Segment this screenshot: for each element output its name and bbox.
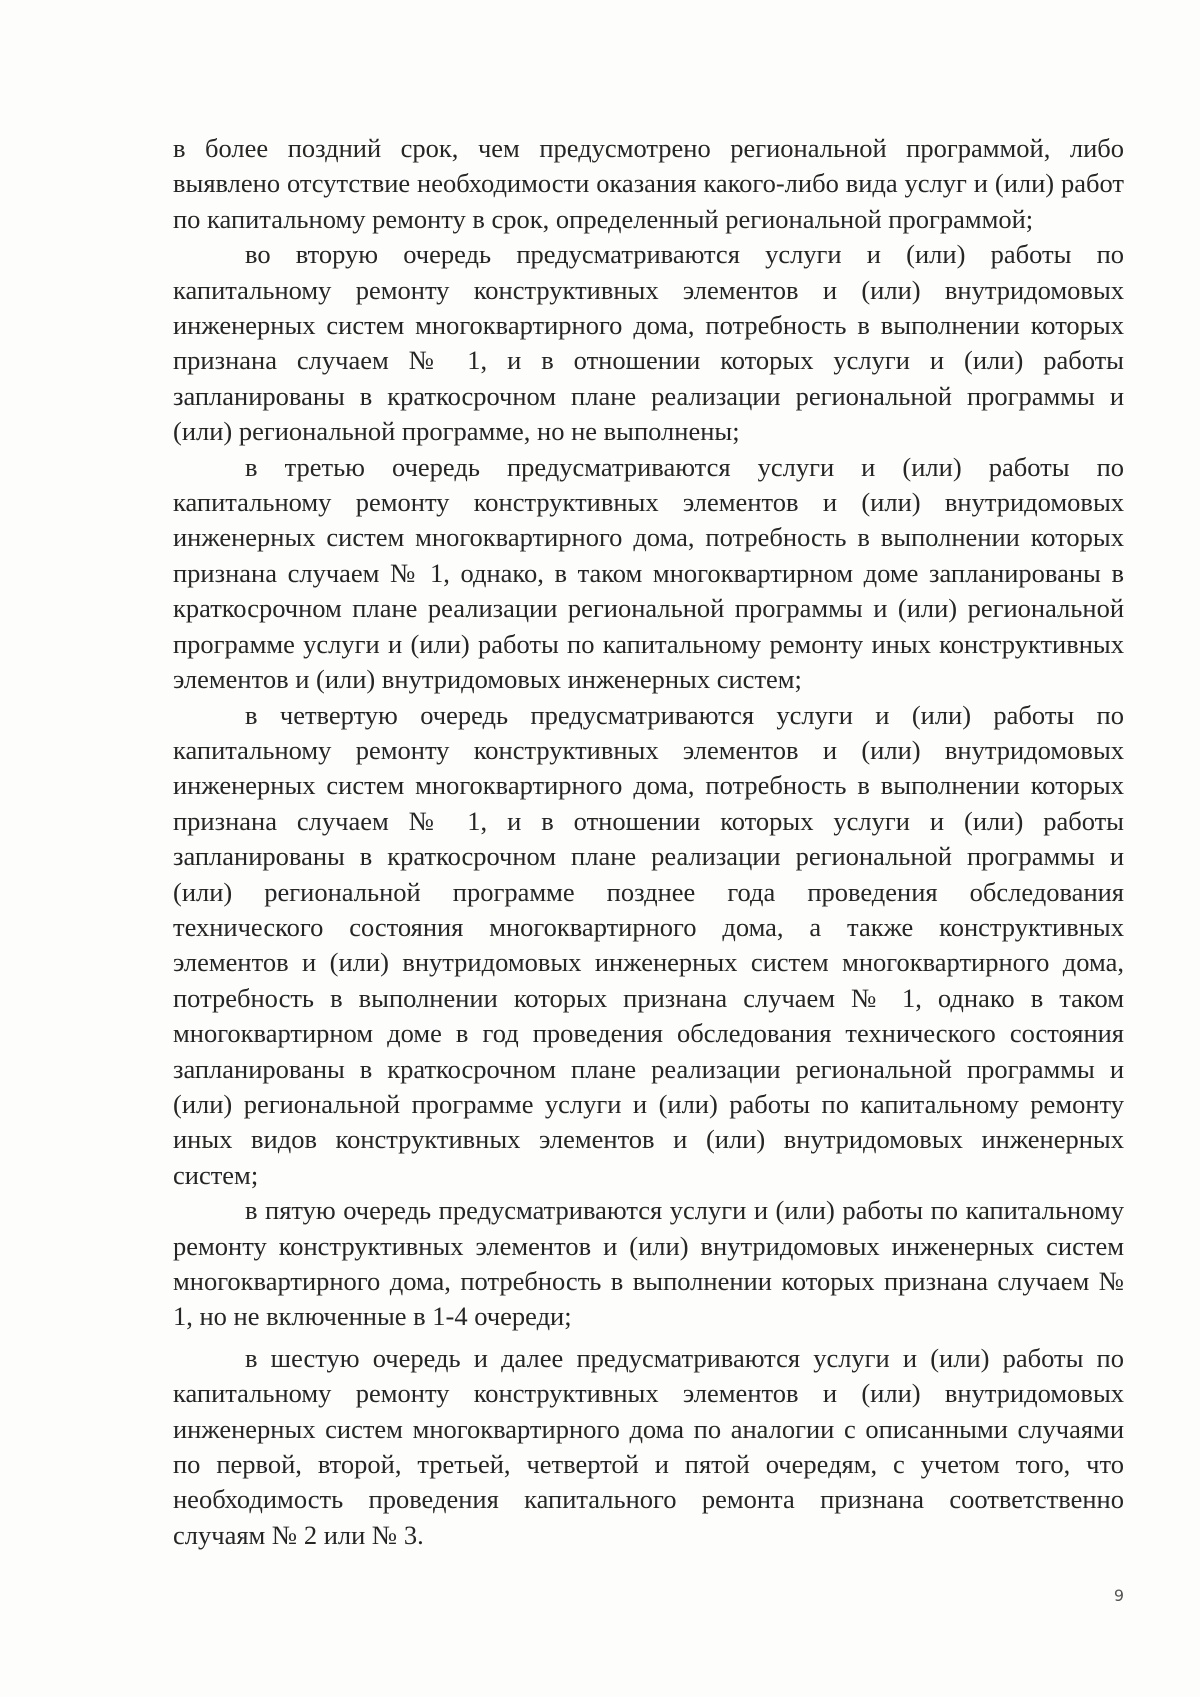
paragraph-sixth-order: в шестую очередь и далее предусматриваются услуги и (или) работы по капитальному ремонту конструктивных элементов и (или) внутридомовых инженерных систем многоквартирного дома по аналогии с описанными случаями по первой, второй, третьей, четвертой и пятой очередям, с учетом того, что необходимость проведения капитального ремонта признана соответственно случаям № 2 или № 3. xyxy=(173,1342,1124,1550)
paragraph-second-order: во вторую очередь предусматриваются услуги и (или) работы по капитальному ремонту конструктивных элементов и (или) внутридомовых инженерных систем многоквартирного дома, потребность в выполнении которых признана случаем № 1, и в отношении которых услуги и (или) работы запланированы в краткосрочном плане реализации региональной программы и (или) региональной программе, но не выполнены; xyxy=(173,239,1124,447)
paragraph-fifth-order: в пятую очередь предусматриваются услуги и (или) работы по капитальному ремонту конструктивных элементов и (или) внутридомовых инженерных систем многоквартирного дома, потребность в выполнении которых признана случаем № 1, но не включенные в 1-4 очереди; xyxy=(173,1195,1124,1332)
page-number: 9 xyxy=(1113,1586,1124,1605)
paragraph-continuation: в более поздний срок, чем предусмотрено региональной программой, либо выявлено отсутствие необходимости оказания какого-либо вида услуг и (или) работ по капитальному ремонту в срок, определенный региональной программой; xyxy=(173,133,1124,234)
paragraph-third-order: в третью очередь предусматриваются услуги и (или) работы по капитальному ремонту конструктивных элементов и (или) внутридомовых инженерных систем многоквартирного дома, потребность в выполнении которых признана случаем № 1, однако, в таком многоквартирном доме запланированы в краткосрочном плане реализации региональной программы и (или) региональной программе услуги и (или) работы по капитальному ремонту иных конструктивных элементов и (или) внутридомовых инженерных систем; xyxy=(173,451,1124,695)
paragraph-fourth-order: в четвертую очередь предусматриваются услуги и (или) работы по капитальному ремонту конструктивных элементов и (или) внутридомовых инженерных систем многоквартирного дома, потребность в выполнении которых признана случаем № 1, и в отношении которых услуги и (или) работы запланированы в краткосрочном плане реализации региональной программы и (или) региональной программе позднее года проведения обследования технического состояния многоквартирного дома, а также конструктивных элементов и (или) внутридомовых инженерных систем многоквартирного дома, потребность в выполнении которых признана случаем № 1, однако в таком многоквартирном доме в год проведения обследования технического состояния запланированы в краткосрочном плане реализации региональной программы и (или) региональной программе услуги и (или) работы по капитальному ремонту иных видов конструктивных элементов и (или) внутридомовых инженерных систем; xyxy=(173,699,1124,1190)
document-body xyxy=(173,131,1124,1553)
